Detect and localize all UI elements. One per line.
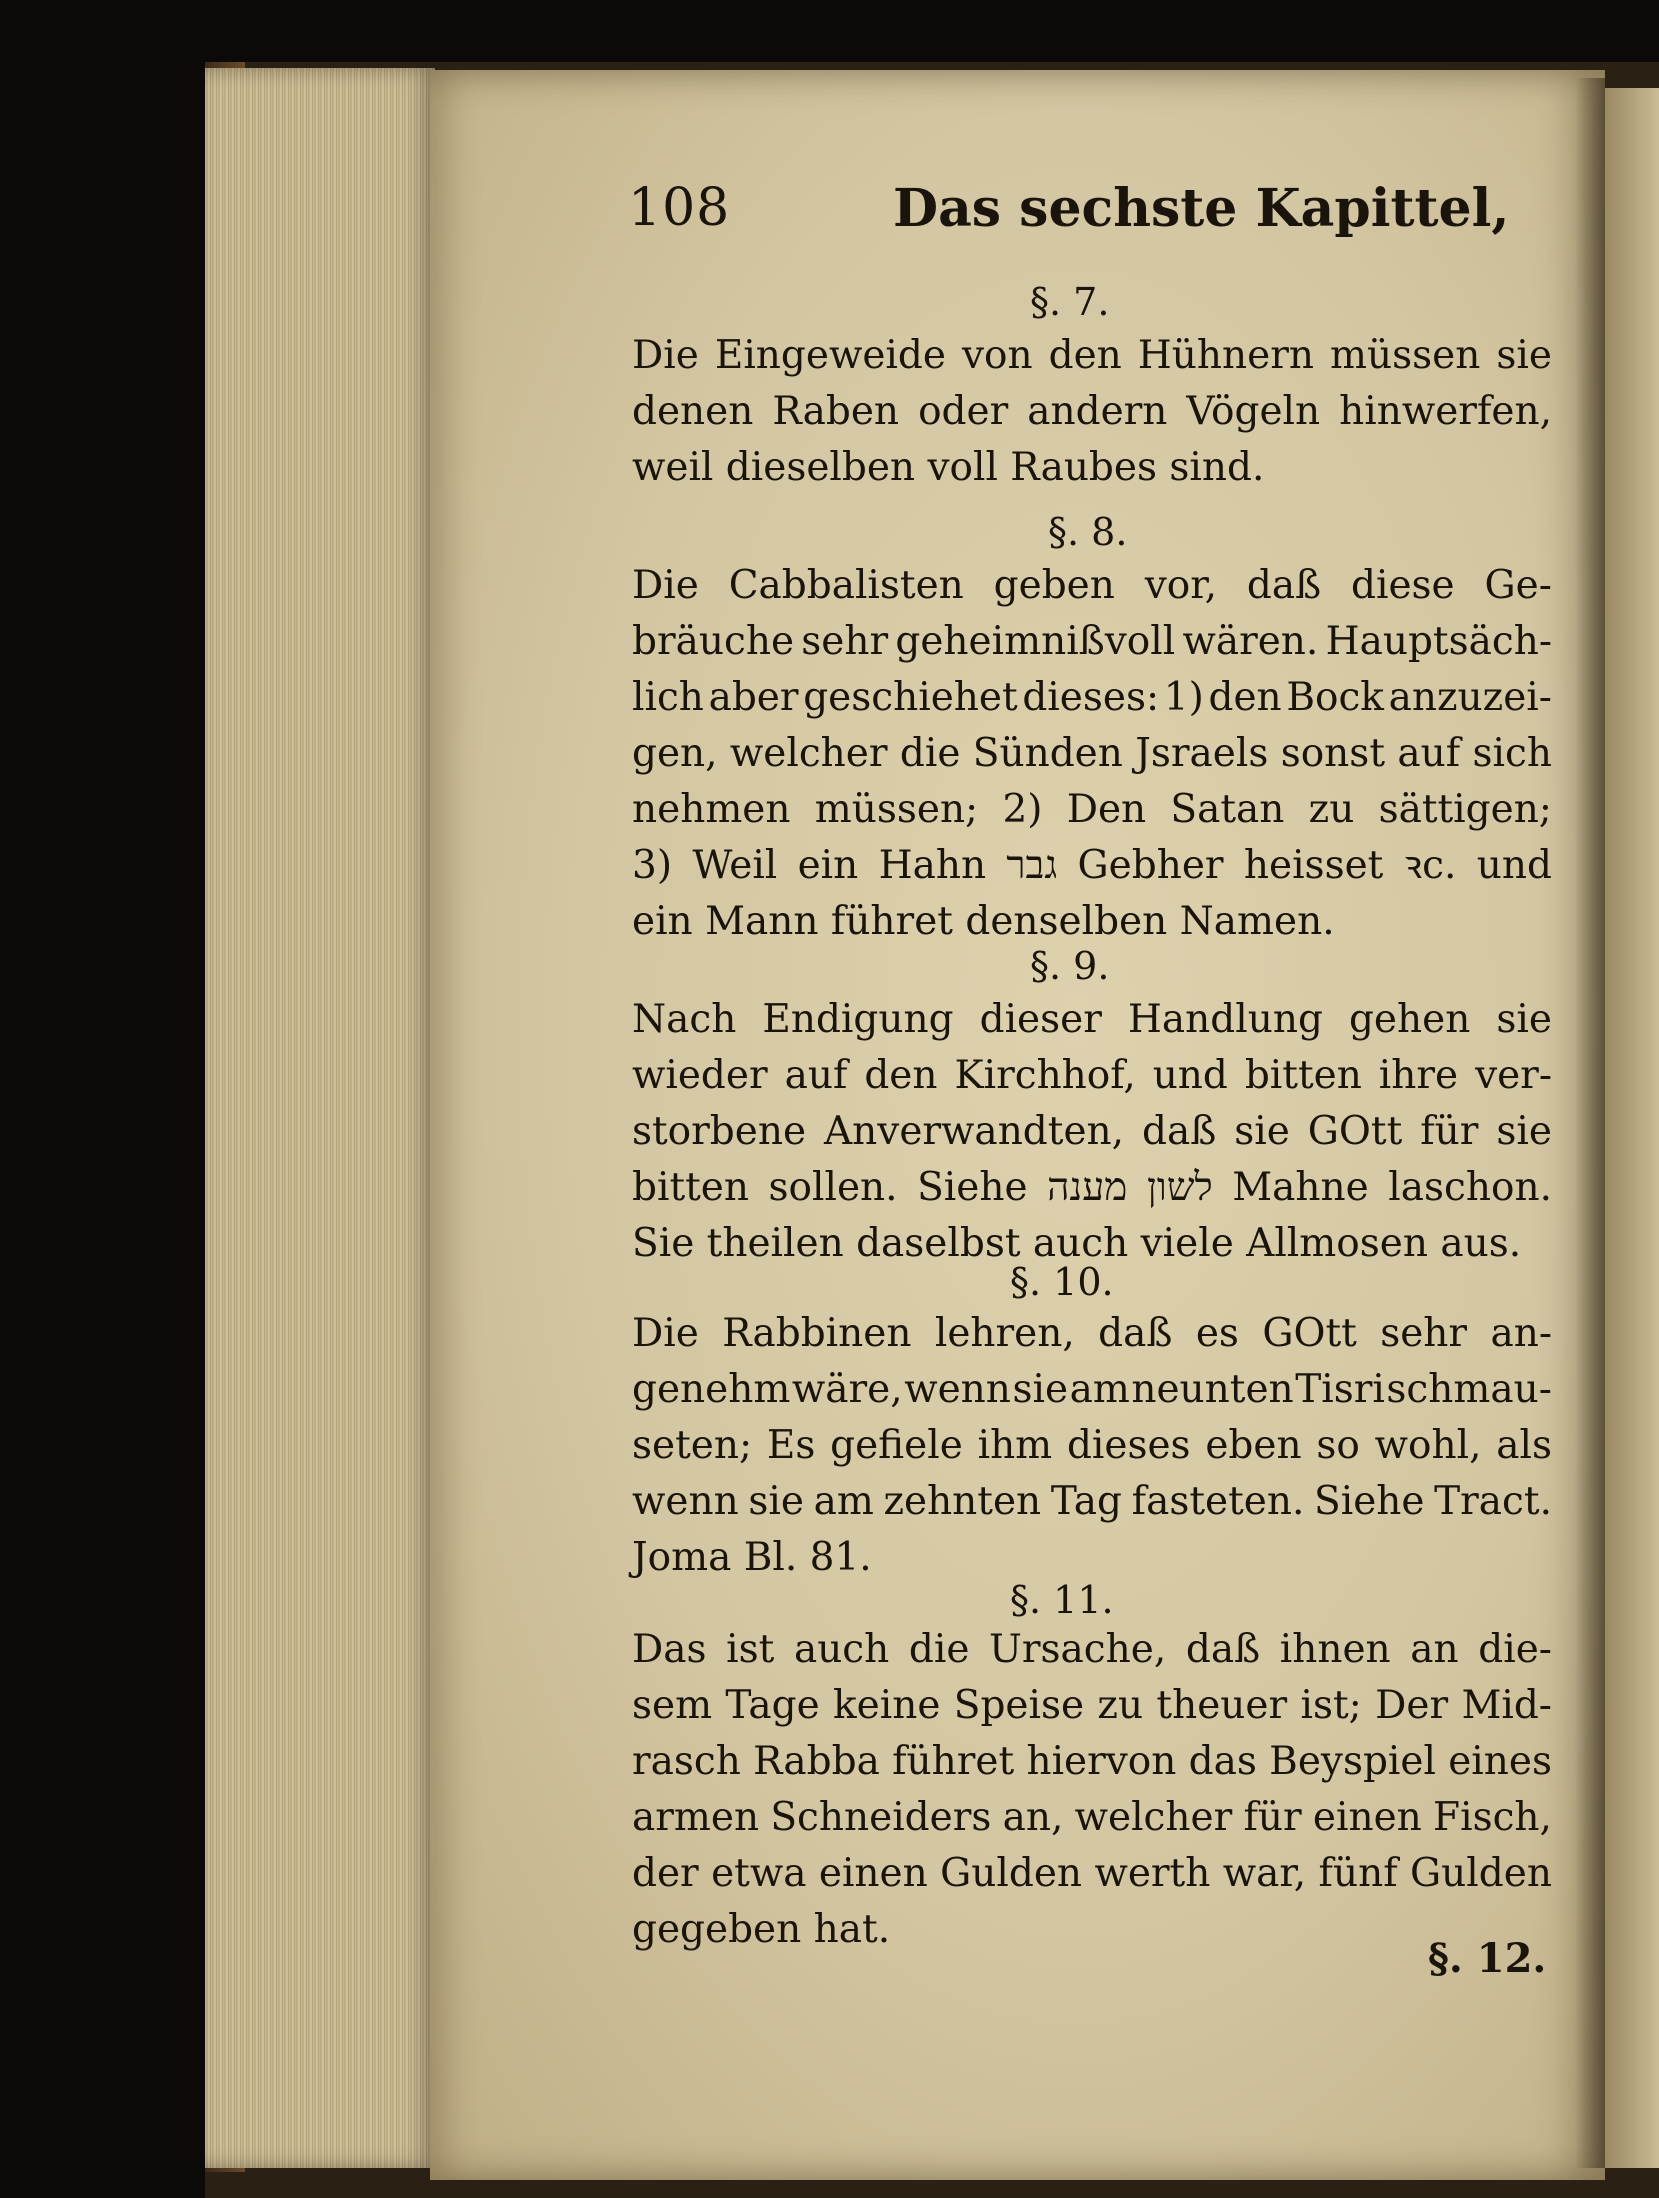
text-line: gegeben hat. xyxy=(632,1907,891,1952)
word: diese xyxy=(1351,563,1455,608)
section-heading-8: §. 8. xyxy=(1048,510,1128,554)
word: sie xyxy=(1496,997,1552,1042)
word: schmau- xyxy=(1386,1367,1552,1412)
word: die xyxy=(908,1627,970,1672)
text-line xyxy=(632,726,1552,782)
word: Mid- xyxy=(1461,1683,1552,1728)
word: der xyxy=(632,1851,699,1896)
text-line: Joma Bl. 81. xyxy=(632,1535,872,1580)
word: nehmen xyxy=(632,787,791,832)
word: daß xyxy=(1142,1109,1217,1154)
word: das xyxy=(1188,1739,1257,1784)
word: den xyxy=(864,1053,938,1098)
word: Schneiders xyxy=(770,1795,992,1840)
section-heading-7: §. 7. xyxy=(1030,280,1110,324)
word: den xyxy=(1048,333,1122,378)
word: war, xyxy=(1222,1851,1307,1896)
word: wenn xyxy=(632,1479,739,1524)
word: Fisch, xyxy=(1433,1795,1552,1840)
word: sehr xyxy=(1380,1311,1468,1356)
word: laschon. xyxy=(1388,1165,1552,1210)
text-line xyxy=(632,1846,1552,1902)
word: Tract. xyxy=(1434,1479,1552,1524)
text-line xyxy=(632,992,1552,1048)
word: Bock xyxy=(1286,675,1384,720)
word: Satan xyxy=(1170,787,1285,832)
word: גבר xyxy=(1006,843,1058,888)
word: Hahn xyxy=(878,843,987,888)
text-line xyxy=(632,1622,1552,1678)
word: ist; xyxy=(1300,1683,1362,1728)
word: es xyxy=(1195,1311,1239,1356)
word: Tisri xyxy=(1295,1367,1385,1412)
word: bräuche xyxy=(632,619,795,664)
word: auch xyxy=(793,1627,890,1672)
word: Eingeweide xyxy=(714,333,946,378)
word: lich xyxy=(632,675,704,720)
word: 3) xyxy=(632,843,673,888)
word: לשון xyxy=(1146,1165,1213,1210)
text-line xyxy=(632,1160,1552,1216)
word: welcher xyxy=(1074,1795,1233,1840)
word: fünf xyxy=(1318,1851,1398,1896)
text-line xyxy=(632,1362,1552,1418)
catchword: §. 12. xyxy=(1428,1935,1547,1982)
word: auf xyxy=(784,1053,848,1098)
next-page-edge xyxy=(1605,88,1659,2168)
word: Den xyxy=(1066,787,1147,832)
word: welcher xyxy=(729,731,888,776)
text-line xyxy=(632,1790,1552,1846)
word: daß xyxy=(1246,563,1322,608)
text-line xyxy=(632,614,1552,670)
word: Tage xyxy=(725,1683,820,1728)
word: Ursache, xyxy=(989,1627,1167,1672)
word: Handlung xyxy=(1127,997,1323,1042)
word: geheimnißvoll xyxy=(895,619,1176,664)
word: sie xyxy=(1234,1109,1290,1154)
word: zehnten xyxy=(883,1479,1042,1524)
word: den xyxy=(1208,675,1282,720)
word: GOtt xyxy=(1307,1109,1403,1154)
word: wäre, xyxy=(791,1367,903,1412)
page-edges xyxy=(205,68,435,2168)
page-gutter xyxy=(1575,78,1605,2168)
word: Gulden xyxy=(940,1851,1083,1896)
word: Vögeln xyxy=(1186,389,1321,434)
word: denen xyxy=(632,389,754,434)
word: Das xyxy=(632,1627,707,1672)
word: sich xyxy=(1472,731,1552,776)
text-line xyxy=(632,1678,1552,1734)
word: armen xyxy=(632,1795,760,1840)
word: für xyxy=(1420,1109,1479,1154)
word: einen xyxy=(1312,1795,1422,1840)
word: dieser xyxy=(979,997,1102,1042)
word: rasch xyxy=(632,1739,741,1784)
word: Beyspiel xyxy=(1269,1739,1436,1784)
word: sie xyxy=(1496,333,1552,378)
word: Hauptsäch- xyxy=(1325,619,1552,664)
text-line: Sie theilen daselbst auch viele Allmosen aus. xyxy=(632,1221,1522,1266)
word: von xyxy=(961,333,1033,378)
word: seten; xyxy=(632,1423,753,1468)
word: Weil xyxy=(692,843,778,888)
word: zu xyxy=(1097,1683,1144,1728)
section-heading-9: §. 9. xyxy=(1030,944,1110,988)
word: Kirchhof, xyxy=(954,1053,1136,1098)
word: sollen. xyxy=(768,1165,898,1210)
word: lehren, xyxy=(934,1311,1075,1356)
word: daß xyxy=(1098,1311,1173,1356)
word: Cabbalisten xyxy=(728,563,964,608)
word: vor, xyxy=(1144,563,1218,608)
word: ver- xyxy=(1475,1053,1552,1098)
word: gen, xyxy=(632,731,718,776)
word: ein xyxy=(797,843,859,888)
word: so xyxy=(1316,1423,1360,1468)
section-heading-11: §. 11. xyxy=(1010,1578,1114,1622)
word: Die xyxy=(632,563,699,608)
word: eines xyxy=(1448,1739,1552,1784)
word: als xyxy=(1496,1423,1552,1468)
text-line xyxy=(632,670,1552,726)
word: sie xyxy=(748,1479,804,1524)
word: sie xyxy=(1496,1109,1552,1154)
text-line xyxy=(632,1474,1552,1530)
running-title: Das sechste Kapittel, xyxy=(893,178,1510,239)
word: führet xyxy=(892,1739,1015,1784)
word: gehen xyxy=(1348,997,1471,1042)
word: zu xyxy=(1308,787,1355,832)
word: wieder xyxy=(632,1053,768,1098)
word: ꝛc. xyxy=(1403,843,1457,888)
word: Gulden xyxy=(1410,1851,1552,1896)
word: Die xyxy=(632,1311,699,1356)
word: müssen; xyxy=(814,787,979,832)
word: an xyxy=(1410,1627,1459,1672)
word: andern xyxy=(1027,389,1168,434)
word: GOtt xyxy=(1262,1311,1357,1356)
word: ihre xyxy=(1378,1053,1459,1098)
text-line xyxy=(632,328,1552,384)
word: oder xyxy=(918,389,1009,434)
text-line: ein Mann führet denselben Namen. xyxy=(632,899,1335,944)
word: und xyxy=(1152,1053,1228,1098)
word: ihnen xyxy=(1279,1627,1391,1672)
word: Jsraels xyxy=(1135,731,1269,776)
word: hinwerfen, xyxy=(1339,389,1552,434)
text-line xyxy=(632,782,1552,838)
word: die- xyxy=(1478,1627,1552,1672)
word: werth xyxy=(1094,1851,1211,1896)
word: Sünden xyxy=(972,731,1123,776)
word: wären. xyxy=(1182,619,1319,664)
word: an, xyxy=(1002,1795,1064,1840)
text-line xyxy=(632,1048,1552,1104)
word: dieses xyxy=(1066,1423,1191,1468)
word: keine xyxy=(833,1683,941,1728)
word: anzuzei- xyxy=(1388,675,1552,720)
word: Nach xyxy=(632,997,737,1042)
text-line xyxy=(632,1734,1552,1790)
word: מענה xyxy=(1047,1165,1128,1210)
word: fasteten. xyxy=(1131,1479,1305,1524)
word: gefiele xyxy=(830,1423,963,1468)
word: bitten xyxy=(1244,1053,1362,1098)
word: wenn xyxy=(904,1367,1011,1412)
word: Rabba xyxy=(753,1739,880,1784)
word: Hühnern xyxy=(1137,333,1315,378)
text-line xyxy=(632,384,1552,440)
word: storbene xyxy=(632,1109,807,1154)
word: auf xyxy=(1397,731,1461,776)
word: für xyxy=(1243,1795,1302,1840)
word: sehr xyxy=(801,619,889,664)
text-line xyxy=(632,1306,1552,1362)
word: etwa xyxy=(711,1851,807,1896)
word: heisset xyxy=(1243,843,1384,888)
text-line xyxy=(632,1104,1552,1160)
word: theuer xyxy=(1156,1683,1288,1728)
word: Rabbinen xyxy=(722,1311,912,1356)
word: Die xyxy=(632,333,699,378)
word: geschiehet xyxy=(803,675,1018,720)
word: sie xyxy=(1012,1367,1069,1412)
text-line xyxy=(632,1418,1552,1474)
text-line xyxy=(632,558,1552,614)
page-header xyxy=(628,178,1510,248)
word: geben xyxy=(993,563,1115,608)
word: wohl, xyxy=(1374,1423,1482,1468)
word: dieses: xyxy=(1022,675,1160,720)
word: am xyxy=(813,1479,874,1524)
word: Anverwandten, xyxy=(824,1109,1125,1154)
word: Es xyxy=(766,1423,816,1468)
word: aber xyxy=(708,675,799,720)
word: Der xyxy=(1375,1683,1449,1728)
word: 1) xyxy=(1163,675,1204,720)
word: und xyxy=(1476,843,1552,888)
word: müssen xyxy=(1330,333,1481,378)
word: sem xyxy=(632,1683,713,1728)
word: am xyxy=(1069,1367,1130,1412)
word: an- xyxy=(1490,1311,1552,1356)
word: die xyxy=(899,731,961,776)
word: Mahne xyxy=(1232,1165,1369,1210)
word: hiervon xyxy=(1026,1739,1177,1784)
word: ist xyxy=(726,1627,775,1672)
word: Endigung xyxy=(762,997,954,1042)
word: Siehe xyxy=(1314,1479,1425,1524)
word: bitten xyxy=(632,1165,749,1210)
word: 2) xyxy=(1002,787,1043,832)
word: Siehe xyxy=(917,1165,1028,1210)
text-line xyxy=(632,838,1552,894)
word: genehm xyxy=(632,1367,791,1412)
page-number: 108 xyxy=(628,178,731,238)
word: ihm xyxy=(977,1423,1053,1468)
word: Ge- xyxy=(1484,563,1552,608)
word: eben xyxy=(1205,1423,1302,1468)
word: sonst xyxy=(1280,731,1385,776)
word: Gebher xyxy=(1077,843,1224,888)
word: daß xyxy=(1185,1627,1261,1672)
word: Speise xyxy=(953,1683,1085,1728)
section-heading-10: §. 10. xyxy=(1010,1260,1114,1304)
word: einen xyxy=(818,1851,928,1896)
word: sättigen; xyxy=(1378,787,1552,832)
word: Raben xyxy=(772,389,900,434)
text-line: weil dieselben voll Raubes sind. xyxy=(632,445,1265,490)
word: Tag xyxy=(1050,1479,1123,1524)
word: neunten xyxy=(1131,1367,1294,1412)
